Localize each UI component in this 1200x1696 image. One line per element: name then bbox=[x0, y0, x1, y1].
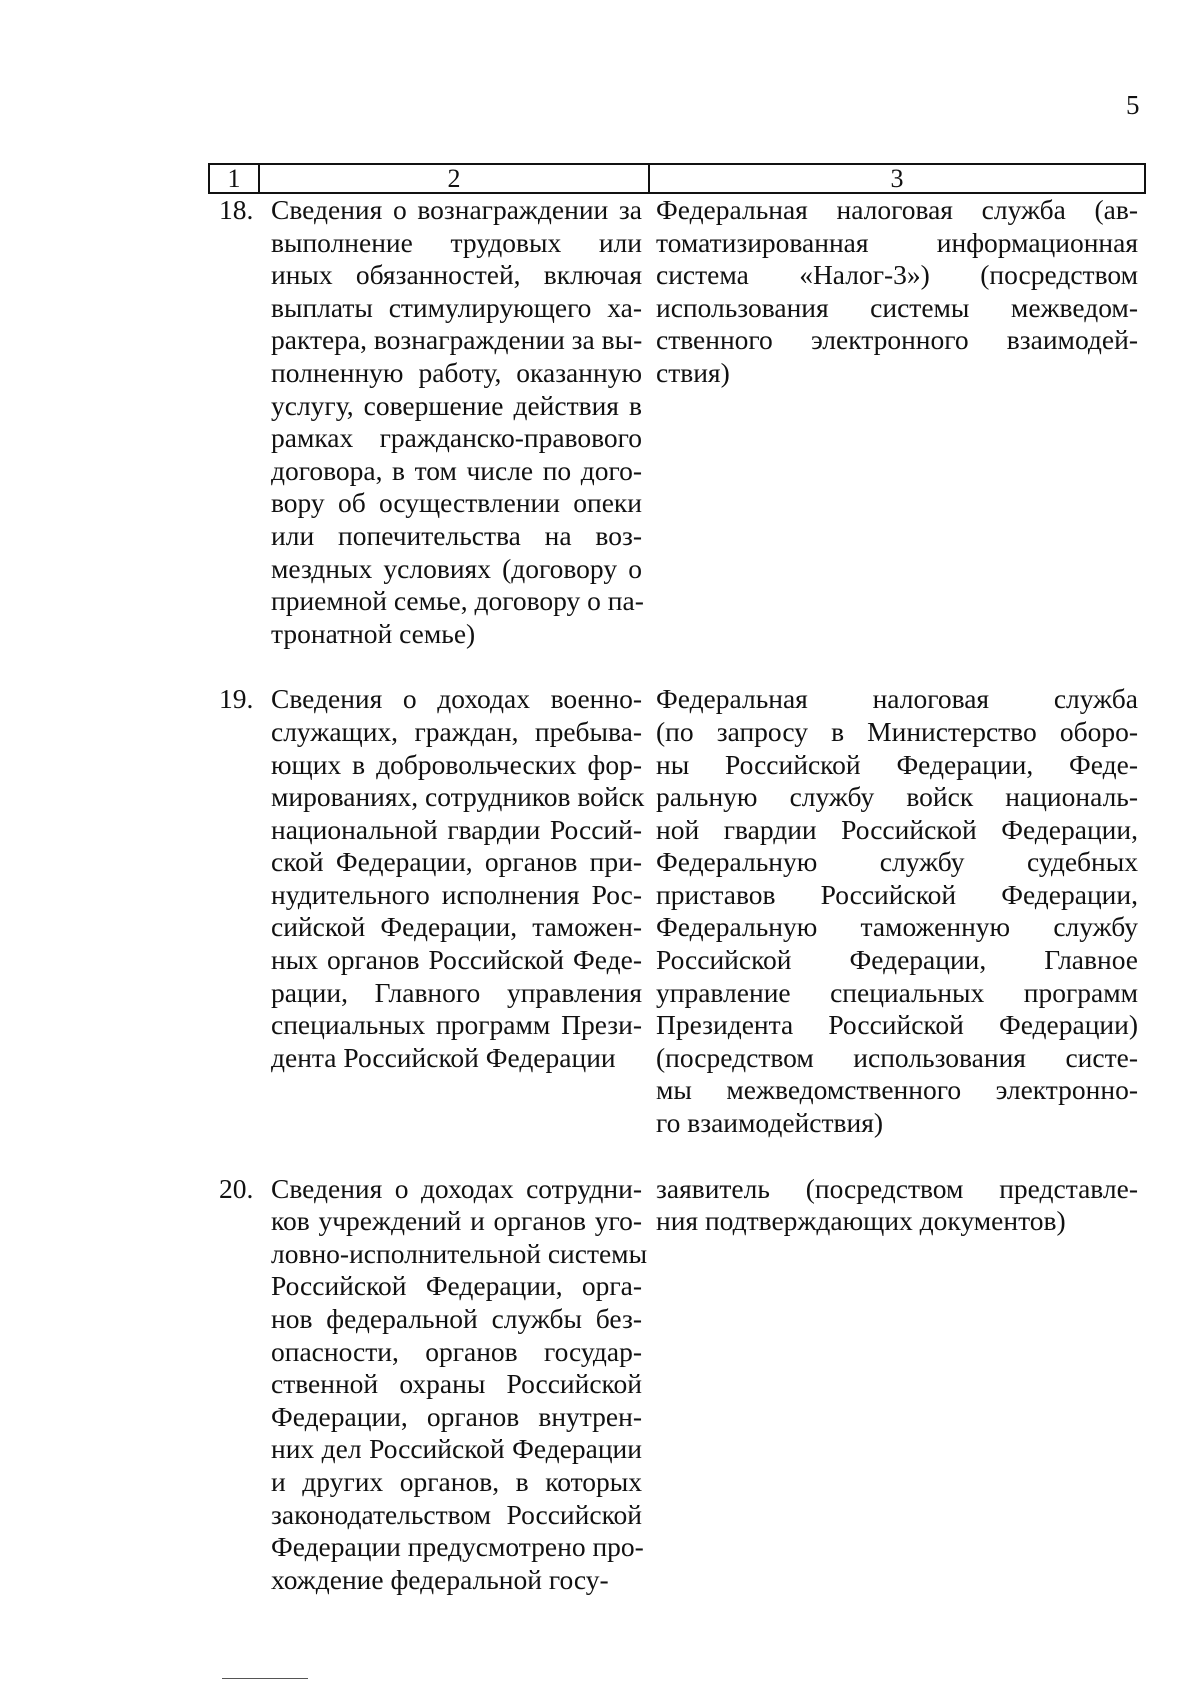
text-line: (посредством использования систе- bbox=[656, 1041, 1138, 1073]
text-line: приемной семье, договору о па- bbox=[271, 585, 644, 617]
text-line: томатизированная информационная bbox=[656, 226, 1138, 258]
text-line: ской Федерации, органов при- bbox=[271, 846, 642, 878]
table-header bbox=[208, 163, 1146, 194]
text-line: Российской Федерации, Главное bbox=[656, 944, 1138, 976]
text-line: услугу, совершение действия в bbox=[271, 389, 642, 421]
source-cell bbox=[648, 194, 1144, 390]
text-line: или попечительства на воз- bbox=[271, 519, 642, 551]
text-line: заявитель (посредством представле- bbox=[656, 1172, 1138, 1204]
text-line: Федерации, органов внутрен- bbox=[271, 1400, 642, 1432]
text-line: система «Налог-3») (посредством bbox=[656, 259, 1138, 291]
text-line: приставов Российской Федерации, bbox=[656, 878, 1138, 910]
text-line: иных обязанностей, включая bbox=[271, 259, 642, 291]
text-line: и других органов, в которых bbox=[271, 1465, 642, 1497]
text-line: выплаты стимулирующего ха- bbox=[271, 291, 642, 323]
text-line: служащих, граждан, пребыва- bbox=[271, 715, 642, 747]
text-line: тронатной семье) bbox=[271, 617, 476, 649]
text-line: ния подтверждающих документов) bbox=[656, 1205, 1066, 1237]
text-line: ральную службу войск националь- bbox=[656, 781, 1138, 813]
text-line: ных органов Российской Феде- bbox=[271, 944, 642, 976]
text-line: специальных программ Прези- bbox=[271, 1009, 642, 1041]
text-line: хождение федеральной госу- bbox=[271, 1563, 609, 1595]
text-line: законодательством Российской bbox=[271, 1498, 642, 1530]
text-line: ствия) bbox=[656, 356, 730, 388]
text-line: Федеральную таможенную службу bbox=[656, 911, 1138, 943]
text-line: мы межведомственного электронно- bbox=[656, 1074, 1138, 1106]
footnote-rule bbox=[222, 1678, 308, 1679]
table-header-row bbox=[209, 164, 1145, 193]
text-line: дента Российской Федерации bbox=[271, 1041, 616, 1073]
row-number: 18. bbox=[219, 194, 254, 225]
table-row bbox=[208, 683, 1144, 1139]
text-line: рамках гражданско-правового bbox=[271, 422, 642, 454]
column-header-information: 2 bbox=[259, 164, 649, 193]
text-line: вору об осуществлении опеки bbox=[271, 487, 642, 519]
text-line: Федеральная налоговая служба bbox=[656, 683, 1138, 715]
text-line: нов федеральной службы без- bbox=[271, 1303, 642, 1334]
text-line: договора, в том числе по дого- bbox=[271, 454, 642, 486]
text-line: ственной охраны Российской bbox=[271, 1368, 642, 1400]
text-line: мированиях, сотрудников войск bbox=[271, 781, 645, 813]
text-line: Федерации предусмотрено про- bbox=[271, 1531, 644, 1563]
text-line: Сведения о доходах военно- bbox=[271, 683, 642, 715]
text-line: Президента Российской Федерации) bbox=[656, 1009, 1138, 1041]
page-number: 5 bbox=[1126, 90, 1140, 120]
text-line: ной гвардии Российской Федерации, bbox=[656, 813, 1138, 845]
text-line: Федеральную службу судебных bbox=[656, 846, 1138, 878]
source-cell bbox=[648, 1173, 1144, 1238]
source-cell bbox=[648, 683, 1144, 1139]
text-line: ющих в добровольческих фор- bbox=[271, 748, 642, 780]
text-line: ловно-исполнительной системы bbox=[271, 1237, 648, 1269]
text-line: национальной гвардии Россий- bbox=[271, 813, 642, 845]
text-line: них дел Российской Федерации bbox=[271, 1433, 642, 1465]
text-line: мездных условиях (договору о bbox=[271, 552, 642, 584]
text-line: выполнение трудовых или bbox=[271, 226, 642, 258]
text-line: (по запросу в Министерство оборо- bbox=[656, 715, 1138, 747]
text-line: рактера, вознаграждении за вы- bbox=[271, 324, 643, 356]
text-line: ков учреждений и органов уго- bbox=[271, 1205, 642, 1237]
information-cell bbox=[258, 194, 648, 650]
text-line: Сведения о вознаграждении за bbox=[271, 194, 642, 225]
text-line: управление специальных программ bbox=[656, 976, 1138, 1008]
row-number: 20. bbox=[219, 1172, 254, 1204]
text-line: Сведения о доходах сотрудни- bbox=[271, 1172, 642, 1204]
text-line: ственного электронного взаимодей- bbox=[656, 324, 1138, 356]
column-header-source: 3 bbox=[649, 164, 1145, 193]
table-row bbox=[208, 194, 1144, 650]
table-row bbox=[208, 1173, 1144, 1597]
text-line: Российской Федерации, орга- bbox=[271, 1270, 642, 1302]
column-header-number: 1 bbox=[209, 164, 259, 193]
row-number: 19. bbox=[219, 683, 254, 715]
text-line: рации, Главного управления bbox=[271, 976, 642, 1008]
text-line: опасности, органов государ- bbox=[271, 1335, 642, 1367]
text-line: нудительного исполнения Рос- bbox=[271, 878, 642, 910]
information-cell bbox=[258, 1173, 648, 1597]
text-line: го взаимодействия) bbox=[656, 1107, 883, 1139]
text-line: ны Российской Федерации, Феде- bbox=[656, 748, 1138, 780]
text-line: полненную работу, оказанную bbox=[271, 356, 642, 388]
text-line: использования системы межведом- bbox=[656, 291, 1138, 323]
text-line: Федеральная налоговая служба (ав- bbox=[656, 194, 1138, 225]
table-body bbox=[208, 194, 1144, 1596]
text-line: сийской Федерации, таможен- bbox=[271, 911, 642, 943]
information-cell bbox=[258, 683, 648, 1074]
